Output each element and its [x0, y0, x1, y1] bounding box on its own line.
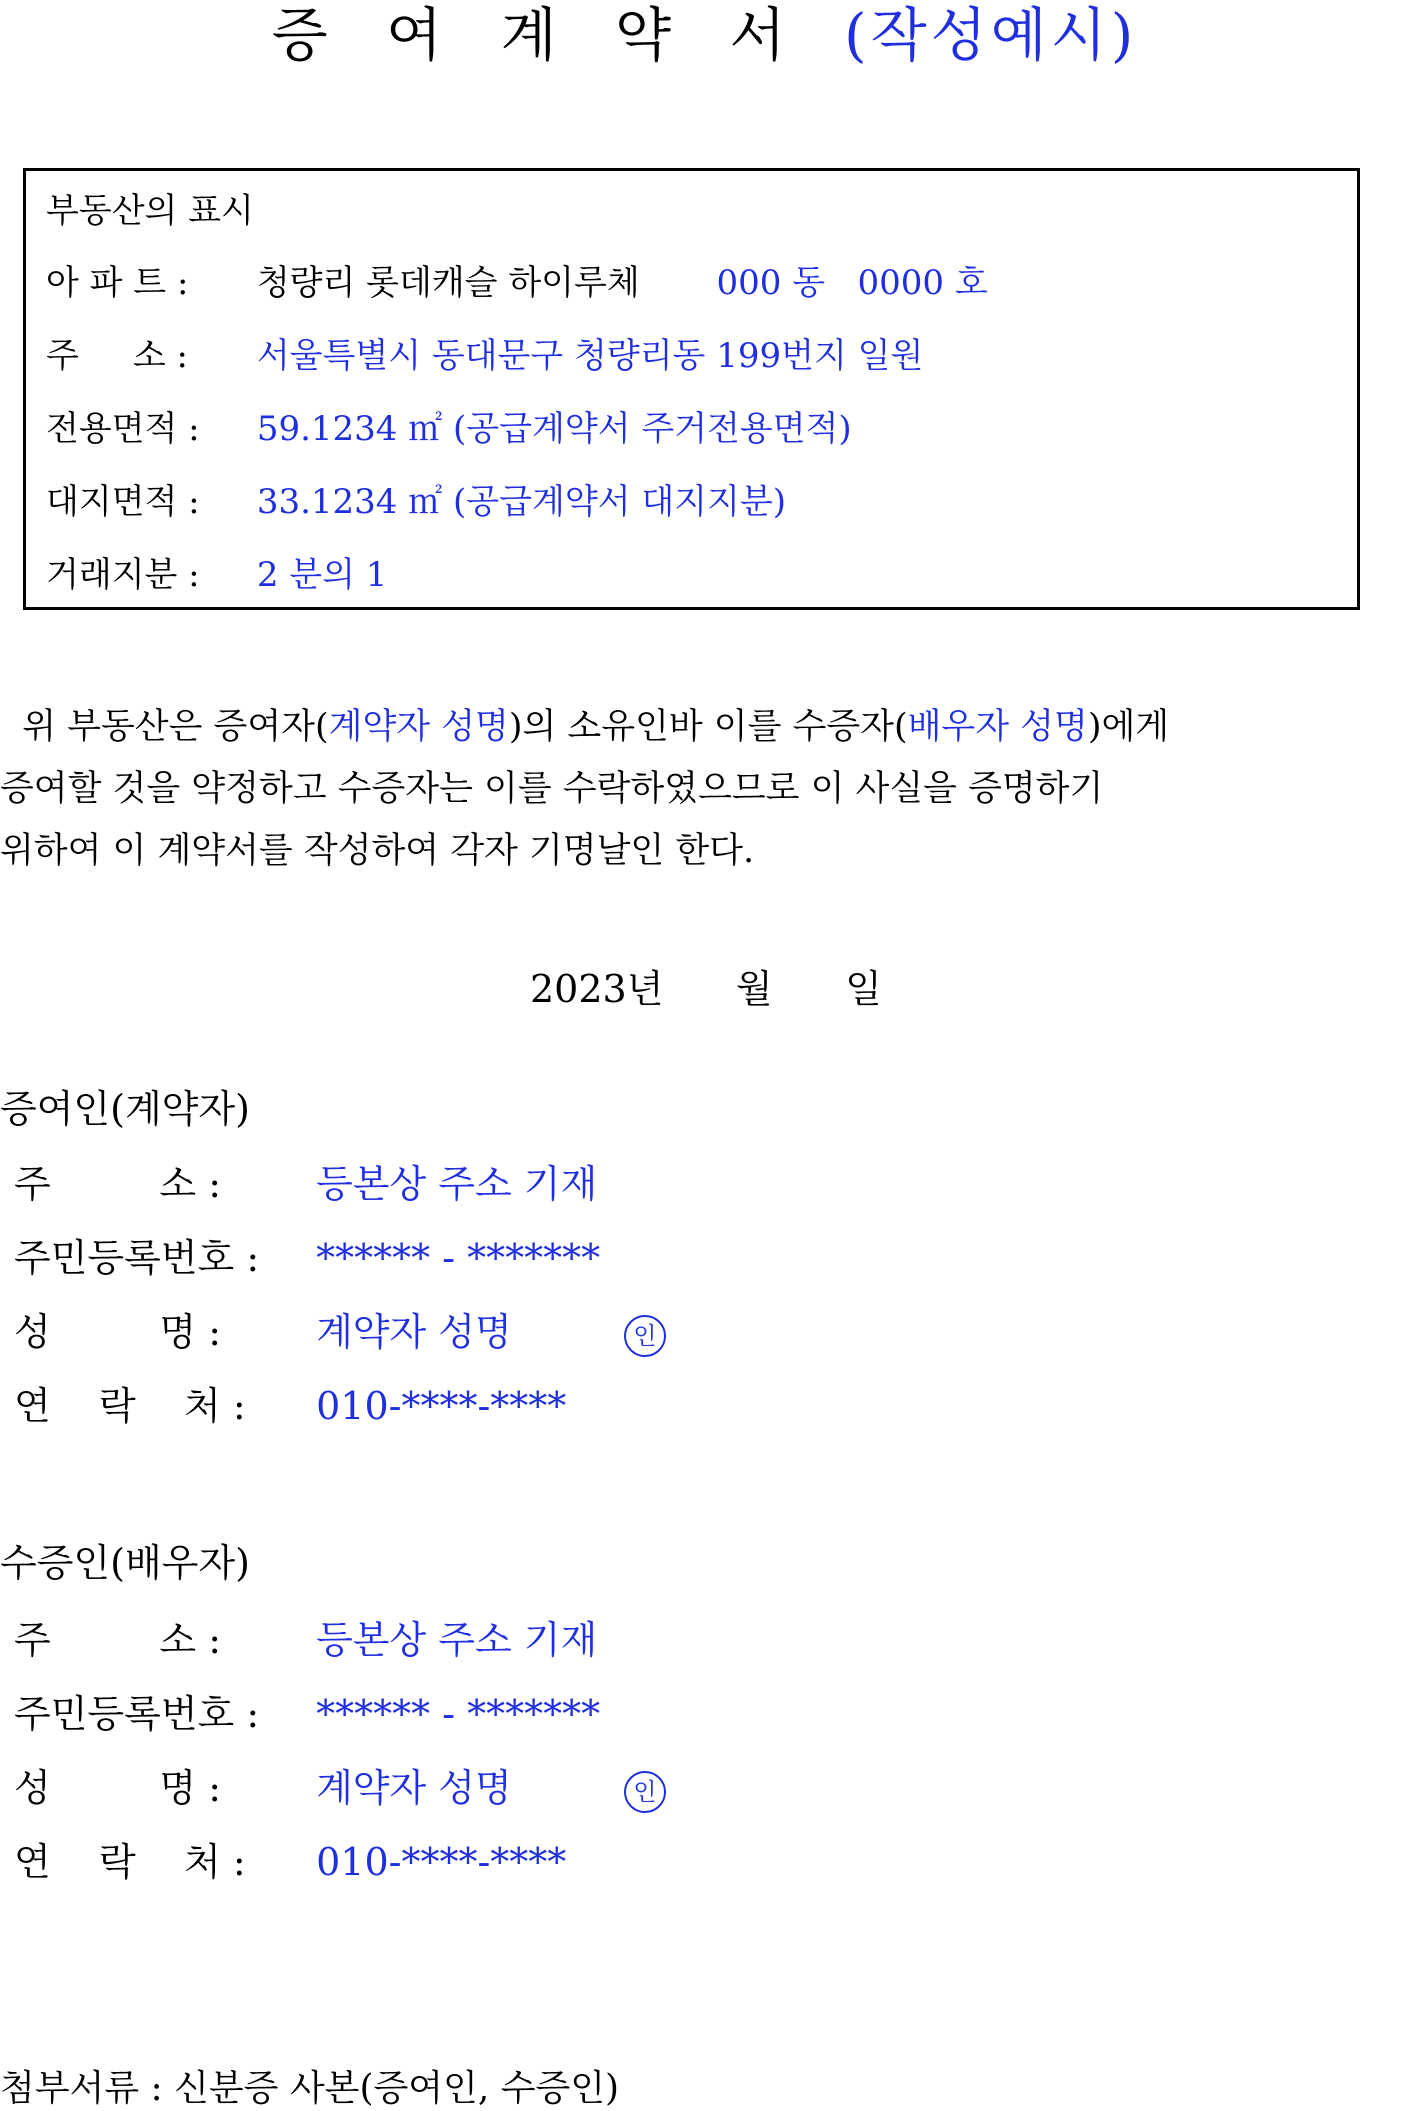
property-row-land-area [46, 480, 786, 524]
field-label: 성 명 : [14, 1310, 222, 1354]
field-label: 주민등록번호 : [14, 1236, 260, 1280]
property-row-exclusive-area [46, 407, 852, 451]
paragraph-line-1 [0, 696, 1409, 758]
property-row-share [46, 553, 387, 597]
donor-heading: 증여인(계약자) [0, 1087, 250, 1131]
donor-phone-row [14, 1382, 566, 1430]
paragraph-line-2: 증여할 것을 약정하고 수증자는 이를 수락하였으므로 이 사실을 증명하기 [0, 769, 1104, 809]
donee-rrn-row [14, 1690, 600, 1738]
donor-name-row [14, 1308, 666, 1357]
contract-date: 2023년 월 일 [530, 967, 882, 1011]
donor-rrn: ****** - ******* [316, 1236, 601, 1280]
property-label: 대지면적 : [46, 482, 200, 522]
paragraph-text: 위 부동산은 증여자( [0, 707, 329, 747]
donee-name: 계약자 성명 [316, 1766, 512, 1810]
paragraph-line-3: 위하여 이 계약서를 작성하여 각자 기명날인 한다. [0, 831, 755, 871]
property-label: 아 파 트 : [46, 263, 189, 303]
donor-address: 등본상 주소 기재 [316, 1162, 598, 1206]
property-row-apartment [46, 261, 988, 305]
field-label: 성 명 : [14, 1766, 222, 1810]
field-label: 주 소 : [14, 1618, 222, 1662]
donee-name-placeholder: 배우자 성명 [907, 707, 1088, 747]
donor-phone: 010-****-**** [316, 1384, 567, 1428]
paragraph-text: )에게 [1087, 707, 1170, 747]
property-label: 주 소 : [46, 336, 188, 376]
property-value: 서울특별시 동대문구 청량리동 199번지 일원 [256, 336, 924, 376]
property-box [23, 168, 1360, 610]
donee-phone: 010-****-**** [316, 1840, 567, 1884]
document-title [0, 0, 1409, 70]
seal-icon: 인 [624, 1315, 666, 1357]
property-label: 거래지분 : [46, 555, 200, 595]
attachments-note: 첨부서류 : 신분증 사본(증여인, 수증인) [0, 2068, 620, 2109]
property-heading: 부동산의 표시 [46, 191, 254, 231]
property-row-address [46, 334, 923, 378]
property-value: 33.1234 ㎡ (공급계약서 대지지분) [256, 482, 786, 522]
donee-name-row [14, 1764, 666, 1813]
title-main: 증 여 계 약 서 [271, 1, 806, 69]
donor-rrn-row [14, 1234, 600, 1282]
donor-name-placeholder: 계약자 성명 [328, 707, 509, 747]
paragraph-text: )의 소유인바 이를 수증자( [508, 707, 908, 747]
property-value: 59.1234 ㎡ (공급계약서 주거전용면적) [256, 409, 852, 449]
field-label: 주 소 : [14, 1162, 222, 1206]
donee-heading: 수증인(배우자) [0, 1541, 250, 1585]
title-sub: (작성예시) [843, 1, 1138, 69]
property-unit: 000 동 0000 호 [716, 263, 988, 303]
field-label: 주민등록번호 : [14, 1692, 260, 1736]
seal-icon: 인 [624, 1771, 666, 1813]
property-value: 2 분의 1 [256, 555, 388, 595]
donee-phone-row [14, 1838, 566, 1886]
donee-address-row [14, 1616, 597, 1664]
donee-address: 등본상 주소 기재 [316, 1618, 598, 1662]
property-label: 전용면적 : [46, 409, 200, 449]
donor-address-row [14, 1160, 597, 1208]
donor-name: 계약자 성명 [316, 1310, 512, 1354]
field-label: 연 락 처 : [14, 1384, 246, 1428]
field-label: 연 락 처 : [14, 1840, 246, 1884]
donee-rrn: ****** - ******* [316, 1692, 601, 1736]
property-value: 청량리 롯데캐슬 하이루체 [256, 263, 640, 303]
